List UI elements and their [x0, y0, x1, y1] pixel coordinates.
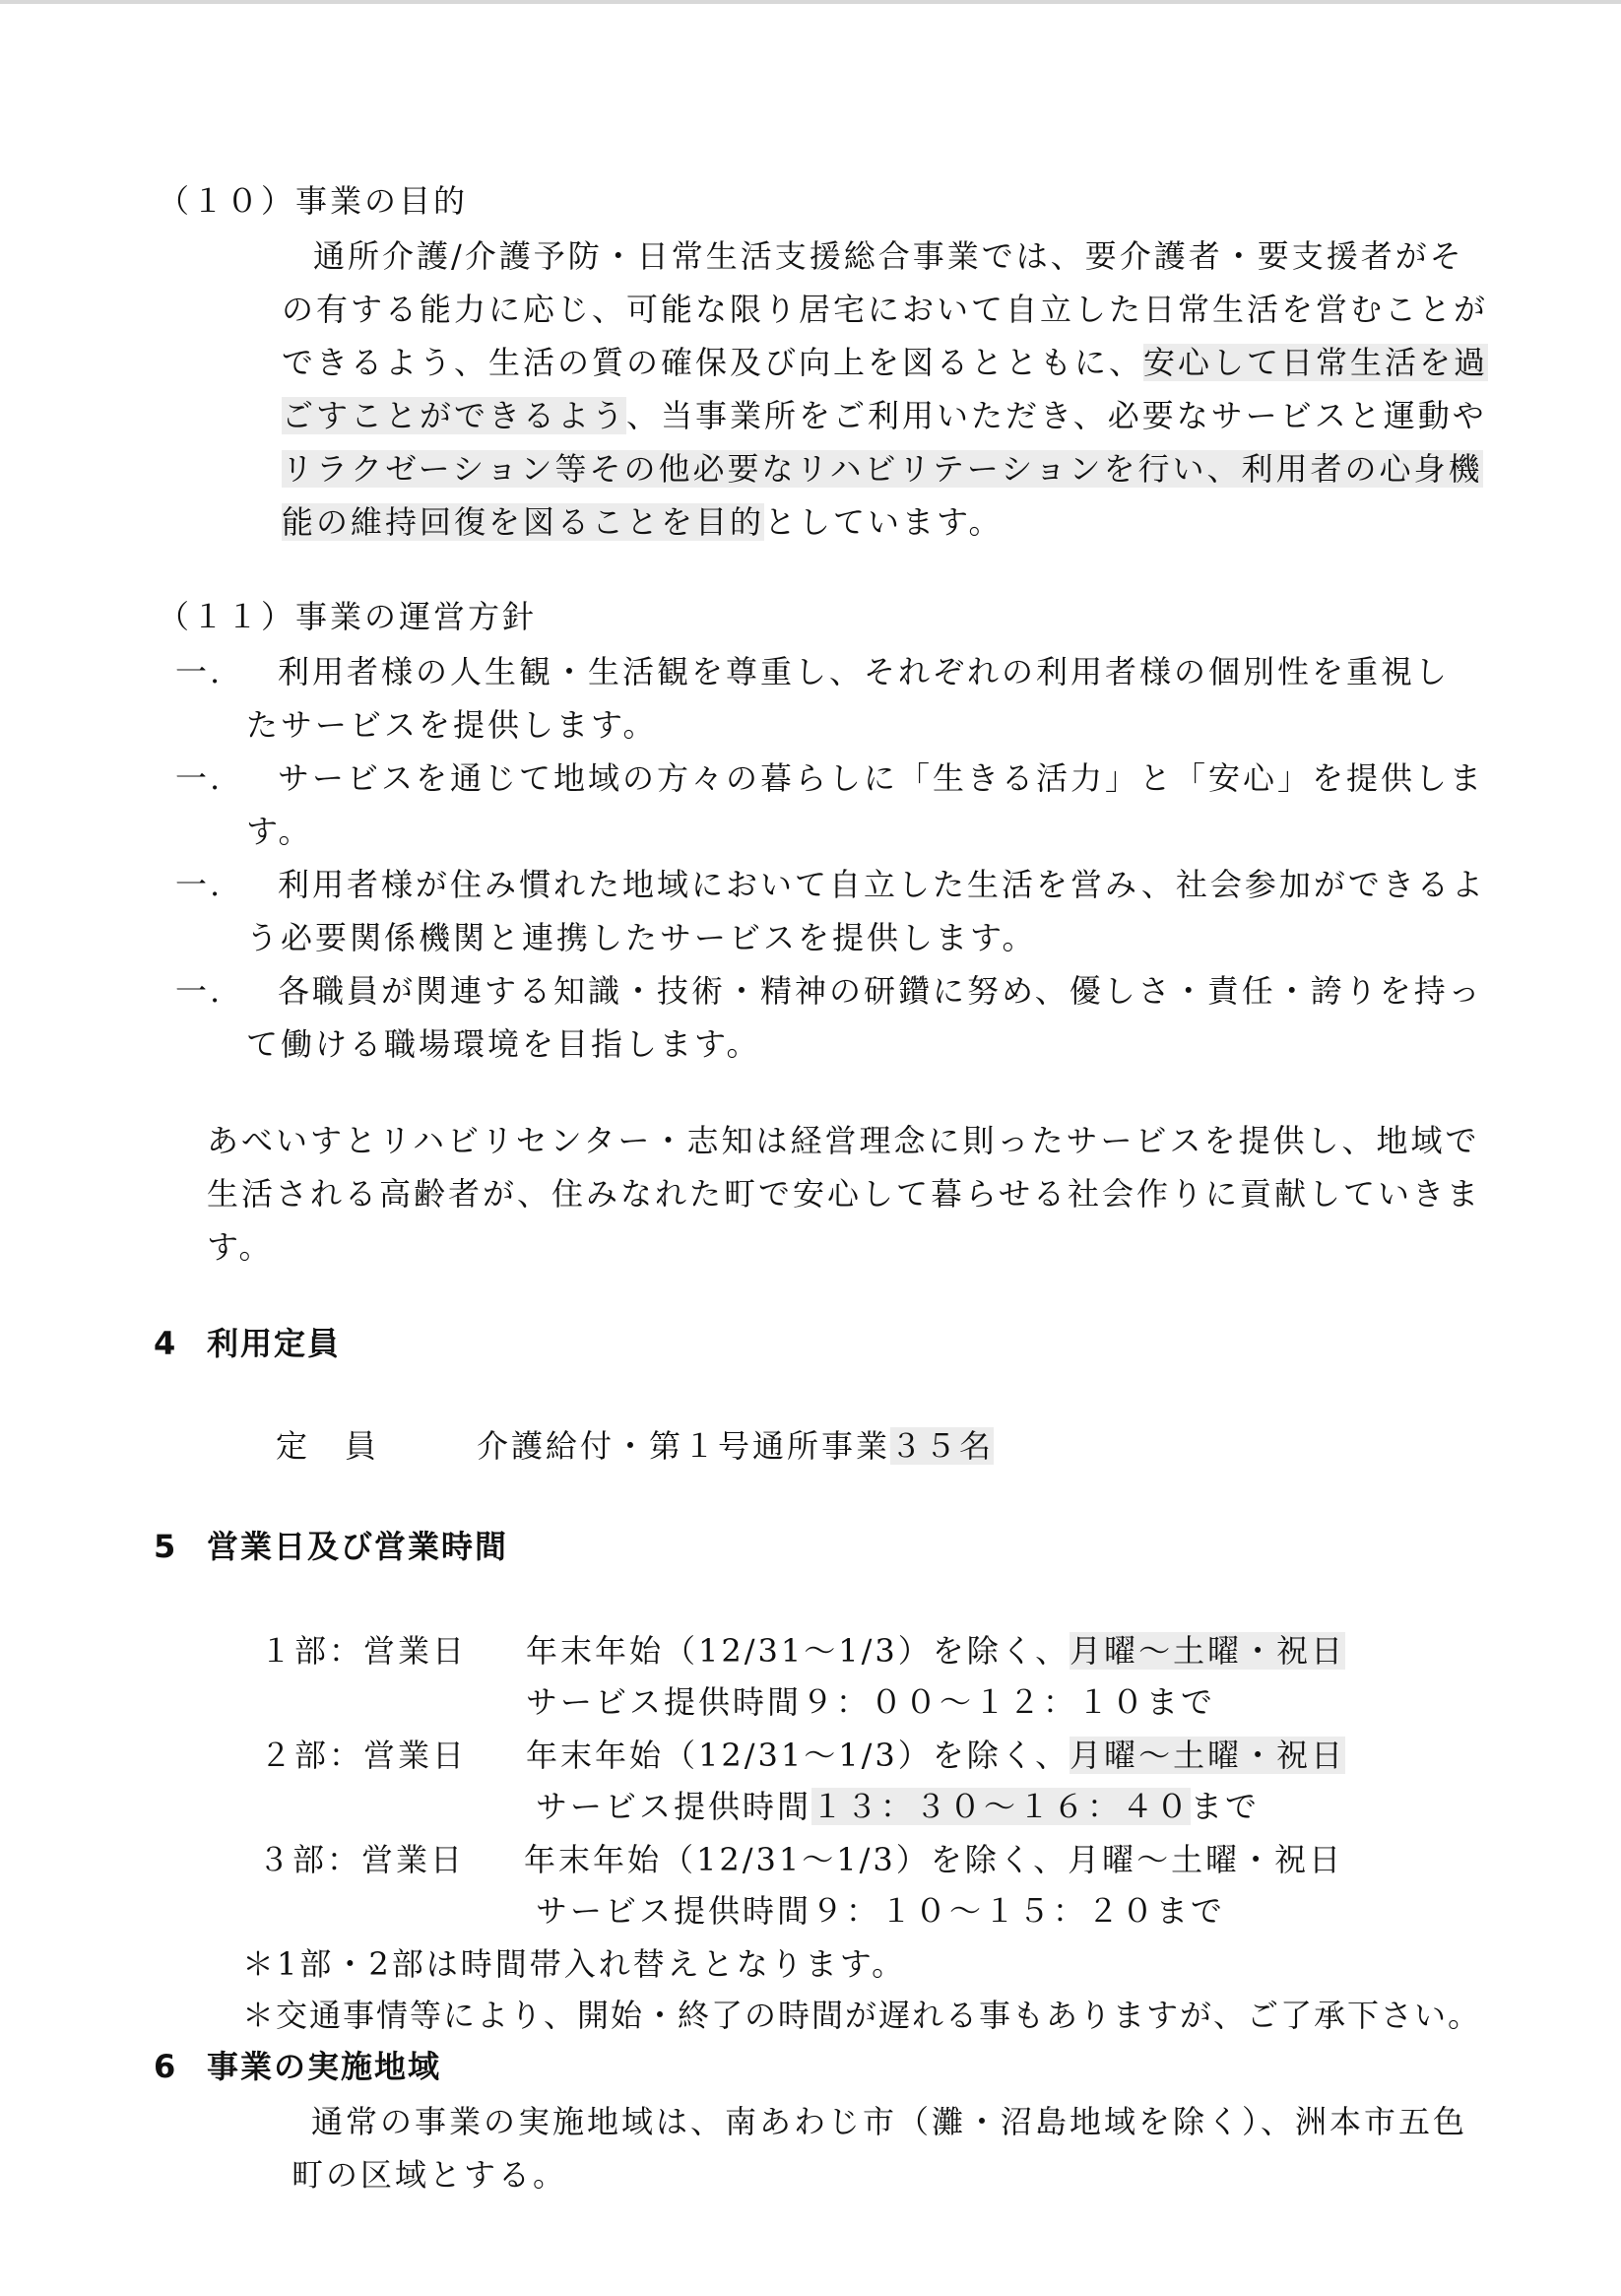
policy-bullet-2: 一. — [175, 759, 224, 797]
part-2-time — [536, 1785, 1260, 1828]
part-3-time-suffix: まで — [1156, 1892, 1226, 1930]
part-1-time-suffix: まで — [1146, 1683, 1216, 1721]
part-3-label: ３部：営業日 — [258, 1841, 466, 1878]
section-5-heading: 営業日及び営業時間 — [207, 1528, 509, 1565]
section-10-line-1: 通所介護/介護予防・日常生活支援総合事業では、要介護者・要支援者がそ — [313, 237, 1464, 275]
section-10-line-3a: できるよう、生活の質の確保及び向上を図るとともに、 — [282, 344, 1144, 381]
schedule-note-1: ＊1部・2部は時間帯入れ替えとなります。 — [242, 1945, 907, 1983]
part-2-time-range: １３：３０～１６：４０ — [811, 1788, 1192, 1825]
section-5-number: 5 — [154, 1528, 178, 1565]
policy-item-3-line-1: 利用者様が住み慣れた地域において自立した生活を営み、社会参加ができるよ — [278, 866, 1486, 903]
section-10-line-6 — [282, 500, 1003, 544]
section-6-heading: 事業の実施地域 — [207, 2048, 442, 2085]
part-2-label: ２部：営業日 — [260, 1737, 468, 1774]
policy-item-2-line-2: す。 — [246, 813, 313, 850]
section-10-line-3 — [282, 341, 1488, 384]
section-10-line-4b: 、当事業所をご利用いただき、必要なサービスと運動や — [626, 397, 1487, 434]
part-1-time-label: サービス提供時間 — [526, 1683, 803, 1721]
section-10-highlight-3: リラクゼーション等その他必要なリハビリテーションを行い、利用者の心身機 — [282, 450, 1483, 488]
part-3-time — [536, 1889, 1225, 1933]
schedule-note-2: ＊交通事情等により、開始・終了の時間が遅れる事もありますが、ご了承下さい。 — [242, 1997, 1482, 2034]
policy-bullet-1: 一. — [175, 653, 224, 690]
part-2-days-text: 年末年始（12/31～1/3）を除く、 — [526, 1737, 1070, 1774]
section-11-heading: （１１）事業の運営方針 — [158, 598, 538, 635]
section-10-line-4 — [282, 394, 1487, 437]
part-2-days-highlight: 月曜～土曜・祝日 — [1070, 1737, 1346, 1774]
section-4-heading: 利用定員 — [207, 1325, 342, 1362]
section-10-highlight-2: ごすことができるよう — [282, 397, 627, 434]
part-3-days — [524, 1838, 1343, 1881]
service-area-line-1: 通常の事業の実施地域は、南あわじ市（灘・沼島地域を除く）、洲本市五色 — [311, 2103, 1468, 2140]
capacity-count: ３５名 — [890, 1427, 995, 1465]
policy-item-4-line-1: 各職員が関連する知識・技術・精神の研鑽に努め、優しさ・責任・誇りを持っ — [278, 972, 1483, 1010]
closing-line-1: あべいすとリハビリセンター・志知は経営理念に則ったサービスを提供し、地域で — [207, 1122, 1480, 1159]
capacity-value-text: 介護給付・第１号通所事業 — [477, 1427, 891, 1465]
service-area-line-2: 町の区域とする。 — [292, 2156, 568, 2194]
section-10-line-6b: としています。 — [764, 503, 1004, 541]
part-1-days-text: 年末年始（12/31～1/3）を除く、 — [526, 1632, 1070, 1670]
page-top-border — [0, 0, 1621, 4]
part-2-days — [526, 1734, 1345, 1777]
section-10-heading: （１０）事業の目的 — [158, 182, 469, 220]
part-3-days-text: 年末年始（12/31～1/3）を除く、 — [524, 1841, 1069, 1878]
policy-item-2-line-1: サービスを通じて地域の方々の暮らしに「生きる活力」と「安心」を提供しま — [278, 759, 1485, 797]
part-1-days-highlight: 月曜～土曜・祝日 — [1070, 1632, 1346, 1670]
part-1-time-range: ９：００～１２：１０ — [802, 1683, 1147, 1721]
part-2-time-label: サービス提供時間 — [536, 1788, 812, 1825]
part-1-label: １部：営業日 — [260, 1632, 468, 1670]
policy-bullet-4: 一. — [175, 972, 224, 1010]
section-10-line-5 — [282, 447, 1483, 491]
policy-item-4-line-2: て働ける職場環境を目指します。 — [246, 1025, 761, 1063]
policy-bullet-3: 一. — [175, 866, 224, 903]
part-3-time-range: ９：１０～１５：２０ — [811, 1892, 1157, 1930]
part-2-time-suffix: まで — [1191, 1788, 1261, 1825]
policy-item-1-line-2: たサービスを提供します。 — [246, 706, 658, 744]
section-4-number: 4 — [154, 1325, 178, 1362]
closing-line-3: す。 — [207, 1228, 274, 1266]
capacity-label: 定 員 — [276, 1427, 380, 1465]
section-10-highlight-1: 安心して日常生活を過 — [1143, 344, 1489, 381]
section-6-number: 6 — [154, 2048, 178, 2085]
closing-line-2: 生活される高齢者が、住みなれた町で安心して暮らせる社会作りに貢献していきま — [207, 1175, 1482, 1213]
policy-item-1-line-1: 利用者様の人生観・生活観を尊重し、それぞれの利用者様の個別性を重視し — [278, 653, 1451, 690]
part-3-days-range: 月曜～土曜・祝日 — [1068, 1841, 1344, 1878]
section-10-line-2: の有する能力に応じ、可能な限り居宅において自立した日常生活を営むことが — [282, 291, 1489, 328]
part-1-time — [526, 1680, 1215, 1724]
part-3-time-label: サービス提供時間 — [536, 1892, 812, 1930]
policy-item-3-line-2: う必要関係機関と連携したサービスを提供します。 — [246, 919, 1037, 956]
part-1-days — [526, 1629, 1345, 1673]
section-10-highlight-4: 能の維持回復を図ることを目的 — [282, 503, 765, 541]
capacity-value — [477, 1424, 994, 1468]
